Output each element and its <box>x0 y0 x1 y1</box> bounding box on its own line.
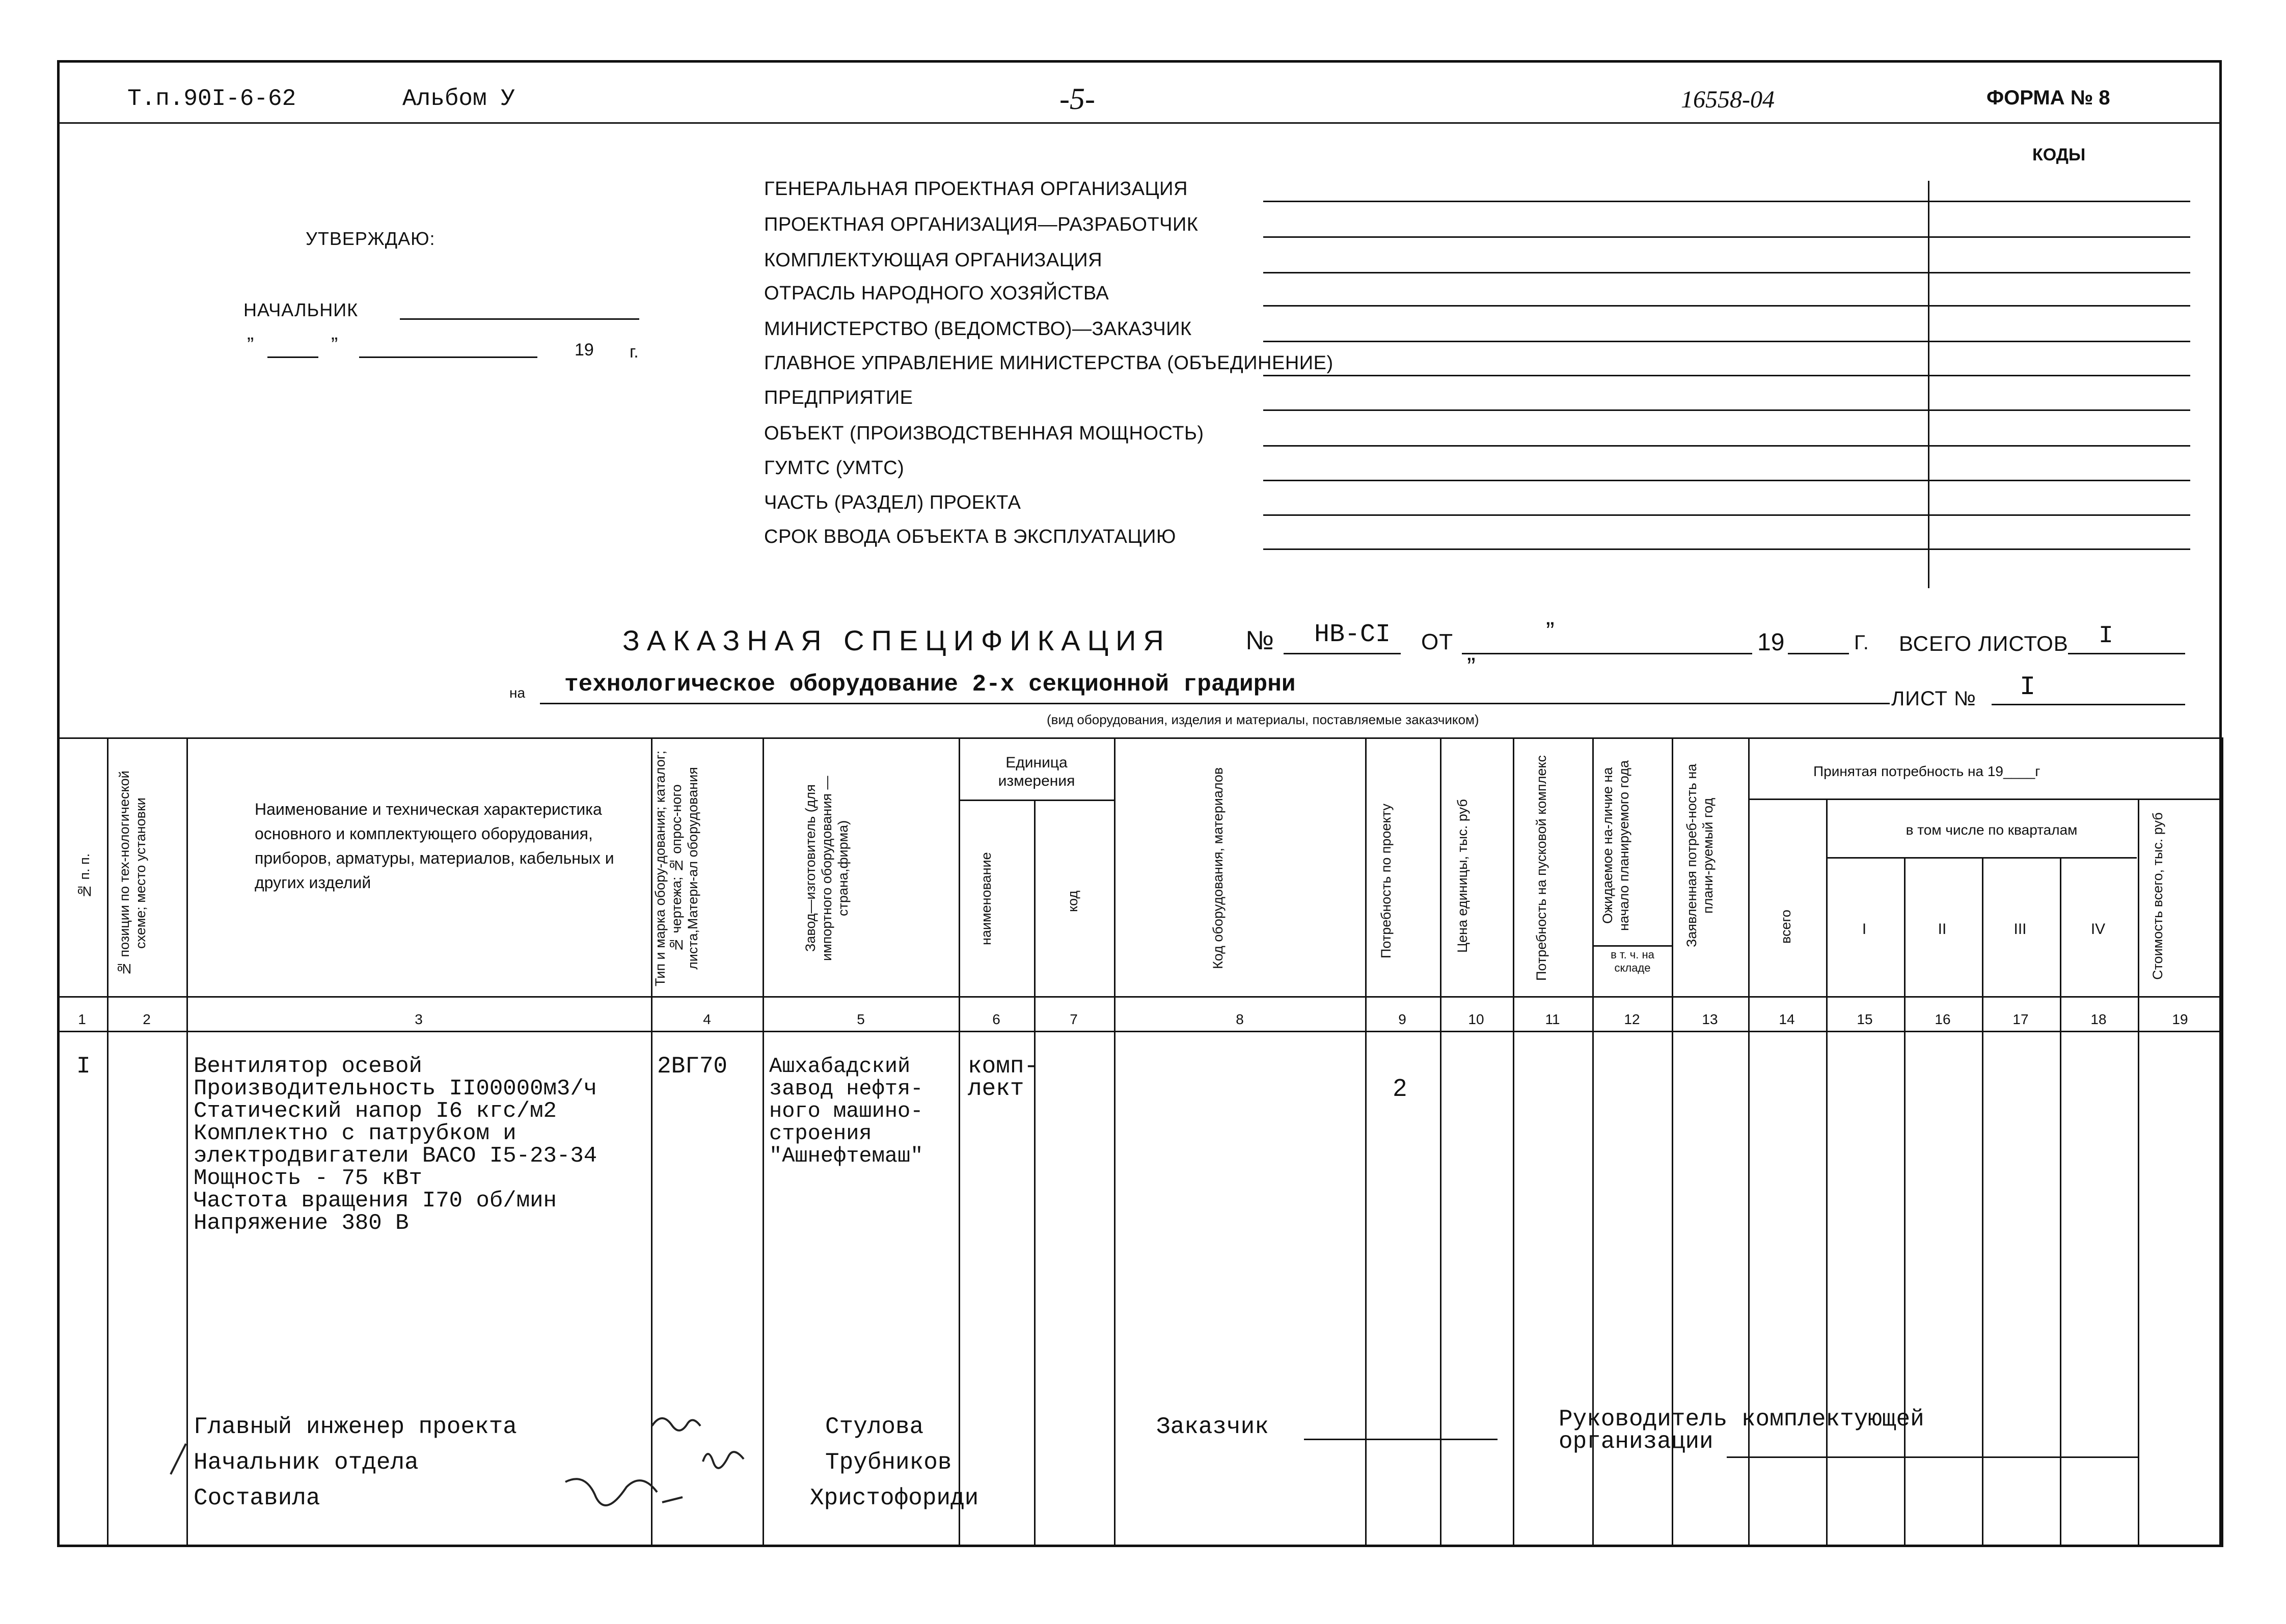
column-number: 17 <box>2012 1011 2029 1027</box>
codes-divider <box>1928 181 1929 588</box>
hdr-c6: наименование <box>978 852 994 946</box>
column-number: 9 <box>1398 1011 1406 1027</box>
org-field-label: ГУМТС (УМТС) <box>764 457 905 479</box>
header-bottom <box>57 996 2222 998</box>
header-divider <box>57 122 2222 124</box>
org-field-label: ГЕНЕРАЛЬНАЯ ПРОЕКТНАЯ ОРГАНИЗАЦИЯ <box>764 178 1188 200</box>
hdr-unit: Единица измерения <box>998 754 1075 789</box>
date-day-line <box>267 356 318 358</box>
approval-year: 19 <box>575 340 594 360</box>
spec-title: ЗАКАЗНАЯ СПЕЦИФИКАЦИЯ <box>622 624 1171 656</box>
sig-compiled: Составила <box>194 1485 320 1511</box>
org-field-label: ПРОЕКТНАЯ ОРГАНИЗАЦИЯ—РАЗРАБОТЧИК <box>764 214 1199 235</box>
org-field-label: ЧАСТЬ (РАЗДЕЛ) ПРОЕКТА <box>764 492 1021 513</box>
row-maker: Ашхабадский завод нефтя- ного машино- строения "Ашнефтемаш" <box>769 1054 923 1168</box>
org-field-line[interactable] <box>1263 548 2190 550</box>
org-field-line[interactable] <box>1263 445 2190 447</box>
hdr-c17: III <box>2013 921 2027 938</box>
total-sheets-line <box>2068 653 2185 654</box>
total-sheets-label: ВСЕГО ЛИСТОВ <box>1899 631 2069 655</box>
hdr-c4: Тип и марка обору-дования; каталог; № чертежа; № опрос-ного листа,Матери-ал оборудования <box>652 750 700 986</box>
column-number: 13 <box>1702 1011 1718 1027</box>
row-name: Вентилятор осевой Производительность II00000м3/ч Статический напор I6 кгс/м2 Комплектно с патрубком и электродвигатели ВАСО I5-23-34 Мощность - 75 кВт Частота вращения I70 об/мин Напряжение 380 В <box>194 1054 597 1236</box>
table-subcolumn-line <box>2060 857 2061 1547</box>
org-field-label: КОМПЛЕКТУЮЩАЯ ОРГАНИЗАЦИЯ <box>764 250 1103 271</box>
org-field-line[interactable] <box>1263 409 2190 411</box>
org-field-line[interactable] <box>1263 305 2190 307</box>
album-label: Альбом У <box>402 86 515 112</box>
sig-name-3: Христофориди <box>810 1485 979 1511</box>
date-month-line <box>359 356 537 358</box>
hdr-c8: Код оборудования, материалов <box>1210 767 1226 970</box>
spec-date-line <box>1462 653 1752 654</box>
column-number: 2 <box>143 1011 151 1027</box>
hdr-c14: всего <box>1778 910 1793 944</box>
hdr-c11: Потребность на пусковой комплекс <box>1534 755 1549 981</box>
hdr-c19: Стоимость всего, тыс. руб <box>2150 812 2165 980</box>
table-subcolumn-line <box>1982 857 1983 1547</box>
hdr-c3: Наименование и техническая характеристика основного и комплектующего оборудования, приборов, арматуры, материалов, кабельных и других изделий <box>255 800 614 892</box>
unit-sub-line <box>959 800 1114 801</box>
table-top <box>57 737 2222 739</box>
colnum-bottom <box>57 1031 2222 1032</box>
column-number: 6 <box>992 1011 1000 1027</box>
org-field-label: ПРЕДПРИЯТИЕ <box>764 387 913 408</box>
hdr-c5: Завод—изготовитель (для импортного оборудования —страна,фирма) <box>803 776 851 961</box>
spec-subject-line <box>540 703 1890 704</box>
column-number: 14 <box>1779 1011 1795 1027</box>
org-field-label: ОБЪЕКТ (ПРОИЗВОДСТВЕННАЯ МОЩНОСТЬ) <box>764 423 1204 444</box>
row-qty: 2 <box>1393 1075 1407 1102</box>
spec-no-label: № <box>1245 626 1274 655</box>
date-quote-close: ” <box>331 334 338 356</box>
column-number: 19 <box>2172 1011 2188 1027</box>
org-head-line <box>1727 1456 2139 1458</box>
spec-year: 19 <box>1757 629 1785 656</box>
inventory-number: 16558-04 <box>1681 86 1775 113</box>
hdr-c7: код <box>1065 890 1080 913</box>
column-number: 18 <box>2090 1011 2107 1027</box>
hdr-c9: Потребность по проекту <box>1378 804 1394 958</box>
stock-sub-line <box>1592 945 1672 947</box>
org-field-line[interactable] <box>1263 341 2190 342</box>
org-field-label: МИНИСТЕРСТВО (ВЕДОМСТВО)—ЗАКАЗЧИК <box>764 318 1192 340</box>
hdr-c13: Заявленная потреб-ность на плани-руемый год <box>1684 763 1716 948</box>
org-field-label: ОТРАСЛЬ НАРОДНОГО ХОЗЯЙСТВА <box>764 283 1109 304</box>
org-field-line[interactable] <box>1263 375 2190 376</box>
hdr-quarters: в том числе по кварталам <box>1906 822 2078 838</box>
approval-year-suffix: г. <box>630 342 639 362</box>
column-number: 16 <box>1935 1011 1951 1027</box>
row-type: 2ВГ70 <box>657 1053 728 1080</box>
spec-year-suffix: Г. <box>1854 631 1869 654</box>
table-subcolumn-line <box>2138 799 2139 1547</box>
org-field-label: ГЛАВНОЕ УПРАВЛЕНИЕ МИНИСТЕРСТВА (ОБЪЕДИНЕНИЕ) <box>764 352 1334 374</box>
codes-label: КОДЫ <box>2032 145 2086 164</box>
on-label: на <box>509 685 526 701</box>
form-number: ФОРМА № 8 <box>1986 87 2110 109</box>
sig-customer: Заказчик <box>1156 1414 1269 1440</box>
column-number: 1 <box>78 1011 86 1027</box>
sig-org-head: Руководитель комплектующей организации <box>1559 1406 1924 1455</box>
hdr-c18: IV <box>2090 921 2106 938</box>
org-field-line[interactable] <box>1263 272 2190 273</box>
row-num: I <box>76 1053 91 1080</box>
sheet-no-line <box>1992 704 2185 705</box>
hdr-c1: № п. п. <box>77 853 92 899</box>
hdr-c2: № позиции по тех-нологической схеме; место установки <box>117 770 148 976</box>
handwritten-signatures <box>550 1406 805 1538</box>
hdr-c12: Ожидаемое на-личие на начало планируемого года <box>1600 760 1631 931</box>
table-column-line <box>1365 737 1367 1547</box>
spec-quote-1: ” <box>1546 617 1555 645</box>
sheet-no: I <box>2020 672 2036 702</box>
quarters-sub-line <box>1826 857 2137 859</box>
table-column-line <box>107 737 108 1547</box>
date-quote-open: ” <box>247 334 254 356</box>
table-column-line <box>2222 737 2223 1547</box>
accepted-sub-line <box>1748 799 2222 800</box>
spec-quote-2: ” <box>1467 652 1476 681</box>
hdr-c15: I <box>1862 921 1867 938</box>
chief-label: НАЧАЛЬНИК <box>243 299 359 320</box>
column-number: 15 <box>1857 1011 1873 1027</box>
column-number: 11 <box>1545 1011 1560 1027</box>
subject-note: (вид оборудования, изделия и материалы, поставляемые заказчиком) <box>1047 712 1479 727</box>
spec-from-label: ОТ <box>1421 629 1454 654</box>
doc-code: Т.п.90I-6-62 <box>127 86 296 112</box>
approve-label: УТВЕРЖДАЮ: <box>306 228 436 249</box>
total-sheets: I <box>2099 622 2113 650</box>
spec-number: НВ-СI <box>1314 620 1391 649</box>
column-number: 4 <box>703 1011 711 1027</box>
org-field-line[interactable] <box>1263 480 2190 481</box>
sig-chief-engineer: Главный инженер проекта <box>194 1414 517 1440</box>
column-number: 3 <box>415 1011 423 1027</box>
sig-name-1: Стулова <box>825 1414 924 1440</box>
hdr-c16: II <box>1938 921 1947 938</box>
hdr-c10: Цена единицы, тыс. руб <box>1455 799 1470 953</box>
pen-mark-icon <box>168 1441 188 1477</box>
table-subcolumn-line <box>1034 800 1036 1547</box>
spec-subject: технологическое оборудование 2-х секционной градирни <box>564 671 1296 698</box>
page-number: -5- <box>1059 82 1095 116</box>
table-column-line <box>186 737 188 1547</box>
org-field-label: СРОК ВВОДА ОБЪЕКТА В ЭКСПЛУАТАЦИЮ <box>764 526 1176 547</box>
column-number: 7 <box>1070 1011 1078 1027</box>
hdr-c12b: в т. ч. на складе <box>1611 948 1654 974</box>
column-number: 12 <box>1624 1011 1640 1027</box>
column-number: 5 <box>857 1011 865 1027</box>
table-column-line <box>959 737 960 1547</box>
column-number: 10 <box>1468 1011 1484 1027</box>
chief-line <box>400 318 639 320</box>
hdr-accepted: Принятая потребность на 19____г <box>1813 763 2040 779</box>
row-unit: комп- лект <box>968 1053 1039 1102</box>
spec-number-line <box>1284 653 1401 654</box>
table-column-line <box>1114 737 1115 1547</box>
table-column-line <box>1440 737 1441 1547</box>
org-field-line[interactable] <box>1263 514 2190 516</box>
spec-year-line <box>1788 653 1849 654</box>
org-field-line[interactable] <box>1263 236 2190 238</box>
table-column-line <box>1513 737 1514 1547</box>
sig-name-2: Трубников <box>825 1449 952 1476</box>
sig-dept-head: Начальник отдела <box>194 1449 419 1476</box>
column-number: 8 <box>1236 1011 1244 1027</box>
sheet-no-label: ЛИСТ № <box>1891 687 1977 710</box>
org-field-line[interactable] <box>1263 201 2190 202</box>
customer-line <box>1304 1439 1498 1440</box>
